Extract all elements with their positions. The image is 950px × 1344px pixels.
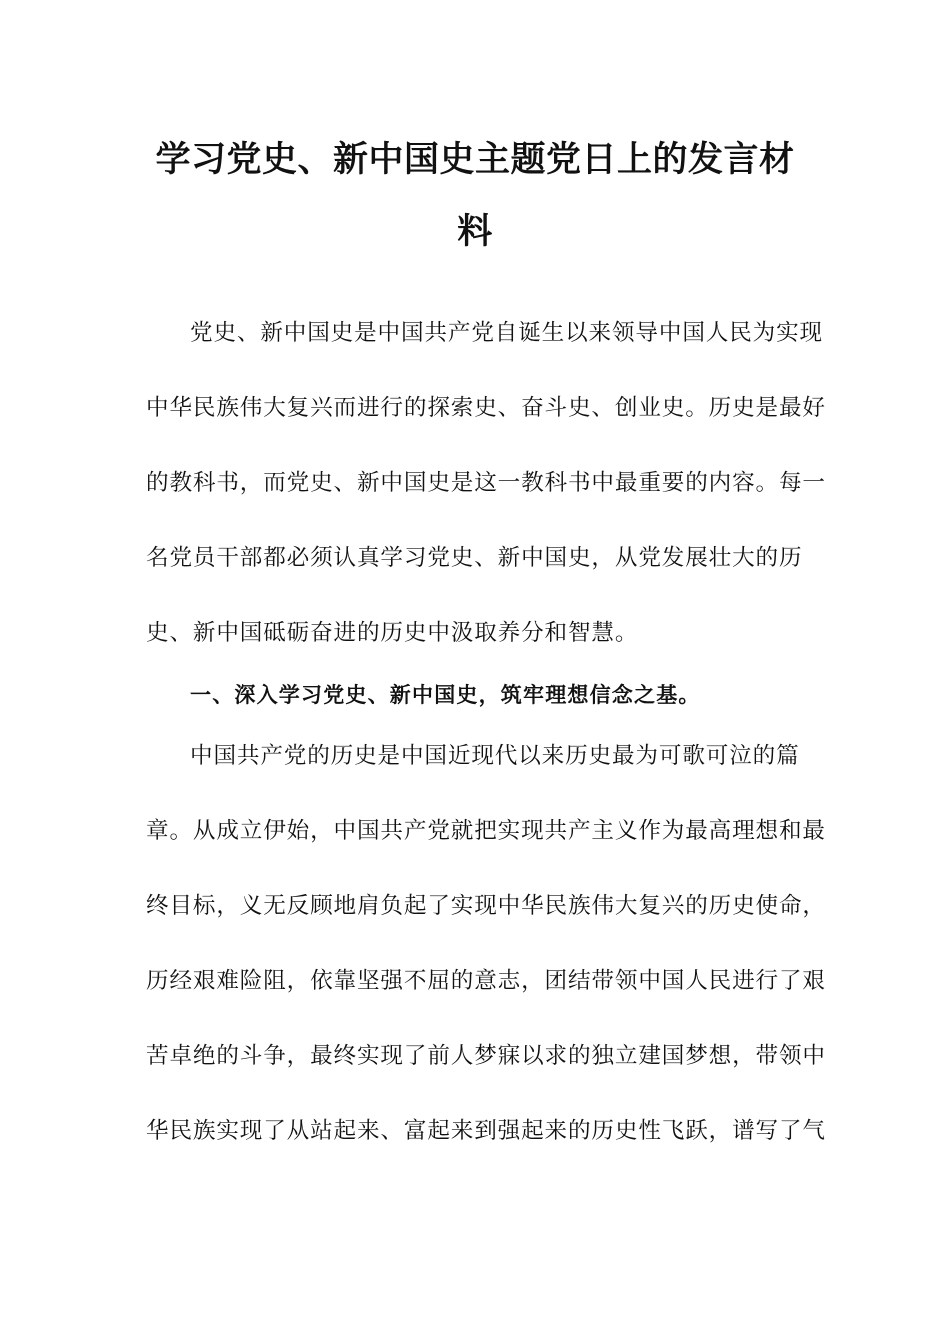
document-title-line-2: 料 [457,212,493,252]
paragraph-1-line-3: 的教科书，而党史、新中国史是这一教科书中最重要的内容。每一 [146,470,826,496]
paragraph-1-line-1: 党史、新中国史是中国共产党自诞生以来领导中国人民为实现 [190,320,823,346]
paragraph-2-line-5: 苦卓绝的斗争，最终实现了前人梦寐以求的独立建国梦想，带领中 [146,1043,826,1069]
paragraph-2-line-2: 章。从成立伊始，中国共产党就把实现共产主义作为最高理想和最 [146,818,826,844]
paragraph-1-line-5: 史、新中国砥砺奋进的历史中汲取养分和智慧。 [146,620,639,646]
document-title-line-1: 学习党史、新中国史主题党日上的发言材 [155,140,795,180]
section-heading-1: 一、深入学习党史、新中国史，筑牢理想信念之基。 [190,683,701,707]
paragraph-1-line-4: 名党员干部都必须认真学习党史、新中国史，从党发展壮大的历 [146,545,803,571]
paragraph-2-line-4: 历经艰难险阻，依靠坚强不屈的意志，团结带领中国人民进行了艰 [146,968,826,994]
paragraph-2-line-1: 中国共产党的历史是中国近现代以来历史最为可歌可泣的篇 [190,743,800,769]
paragraph-1-line-2: 中华民族伟大复兴而进行的探索史、奋斗史、创业史。历史是最好 [146,395,826,421]
paragraph-2-line-6: 华民族实现了从站起来、富起来到强起来的历史性飞跃，谱写了气 [146,1118,826,1144]
paragraph-2-line-3: 终目标，义无反顾地肩负起了实现中华民族伟大复兴的历史使命， [146,893,826,919]
